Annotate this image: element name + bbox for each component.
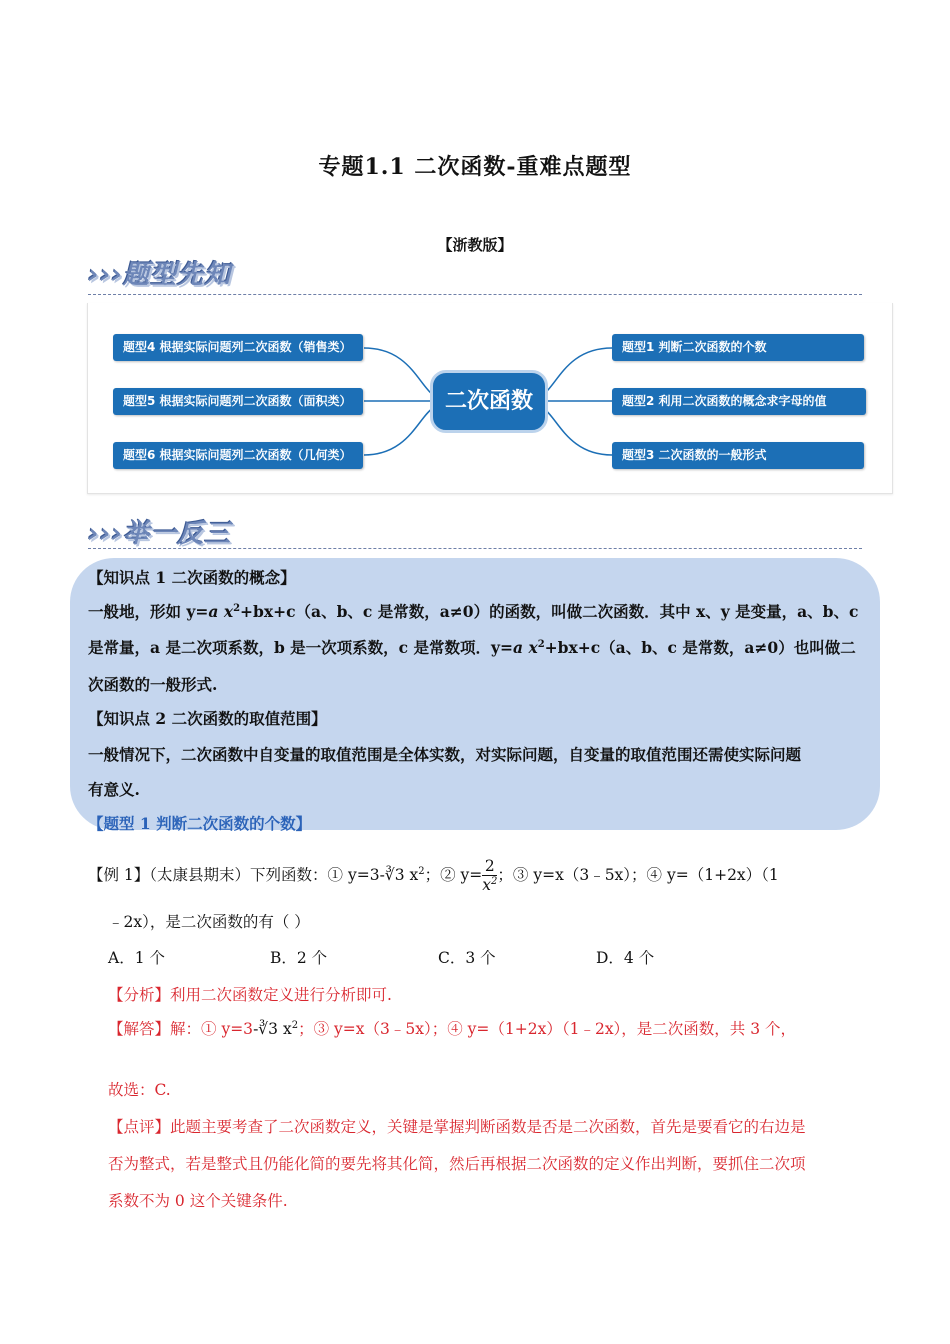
mind-node-type3: 题型3 二次函数的一般形式 (612, 442, 864, 469)
comment-line2: 否为整式，若是整式且仍能化简的要先将其化简，然后再根据二次函数的定义作出判断，要抓住二次项 (108, 1155, 806, 1173)
edition-label: 【浙教版】 (437, 236, 513, 254)
mind-node-type1: 题型1 判断二次函数的个数 (612, 334, 864, 361)
knowledge-1-line1: 一般地，形如 y=a $x^2+bx+c(a$、b、c 是常数，a≠0）的函数，叫做二次函数．其中 x、y 是变量，a、b、c (88, 602, 859, 621)
option-c: C．3 个 (438, 949, 496, 967)
mind-node-type6: 题型6 根据实际问题列二次函数（几何类） (113, 442, 363, 469)
mind-map-center: 二次函数 (430, 370, 548, 433)
mind-node-type5: 题型5 根据实际问题列二次函数（面积类） (113, 388, 363, 415)
mind-node-type4: 题型4 根据实际问题列二次函数（销售类） (113, 334, 363, 361)
divider (88, 294, 862, 295)
example-1-line1: 【例 1】（太康县期末）下列函数：① y=3-∛3 $x^2$；② y= $\frac{2}{x^2}$ ；③ y=x（3﹣5x）；④ y=（1+2x）（1 (88, 857, 779, 895)
option-a: A．1 个 (108, 949, 165, 967)
option-d: D．4 个 (596, 949, 655, 967)
knowledge-1-line2: 是常量，a 是二次项系数，b 是一次项系数，c 是常数项．y=a $x^2+bx+c(a$、b、c 是常数，a≠0）也叫做二 (88, 638, 856, 657)
banner-question-types: ›››题型先知 (88, 260, 232, 290)
solution-choice: 故选：C. (108, 1081, 171, 1099)
knowledge-2-line1: 一般情况下，二次函数中自变量的取值范围是全体实数，对实际问题，自变量的取值范围还需使实际问题 (88, 745, 802, 764)
knowledge-1-line3: 次函数的一般形式. (88, 675, 218, 694)
option-b: B．2 个 (270, 949, 328, 967)
mind-map (87, 303, 893, 494)
knowledge-1-title: 【知识点 1 二次函数的概念】 (88, 568, 296, 587)
fraction: $\frac{2}{x^2}$ (482, 857, 498, 895)
knowledge-2-title: 【知识点 2 二次函数的取值范围】 (88, 709, 327, 728)
analysis: 【分析】利用二次函数定义进行分析即可. (108, 986, 392, 1004)
knowledge-2-line2: 有意义. (88, 780, 140, 799)
page-title: 专题1.1 二次函数-重难点题型 (318, 154, 632, 180)
mind-node-type2: 题型2 利用二次函数的概念求字母的值 (612, 388, 866, 415)
comment-line1: 【点评】此题主要考查了二次函数定义，关键是掌握判断函数是否是二次函数，首先是要看它的右边是 (108, 1118, 806, 1136)
example-1-line2: ﹣2x），是二次函数的有（ ） (108, 913, 310, 931)
type1-heading: 【题型 1 判断二次函数的个数】 (88, 814, 312, 833)
divider (88, 548, 862, 549)
comment-line3: 系数不为 0 这个关键条件. (108, 1192, 288, 1210)
banner-practice: ›››举一反三 (88, 519, 232, 549)
solution-line1: 【解答】解：① y=3-∛3 $x^2$；③ y=x（3﹣5x）；④ y=（1+2x）（1﹣2x），是二次函数，共 3 个， (108, 1019, 797, 1038)
